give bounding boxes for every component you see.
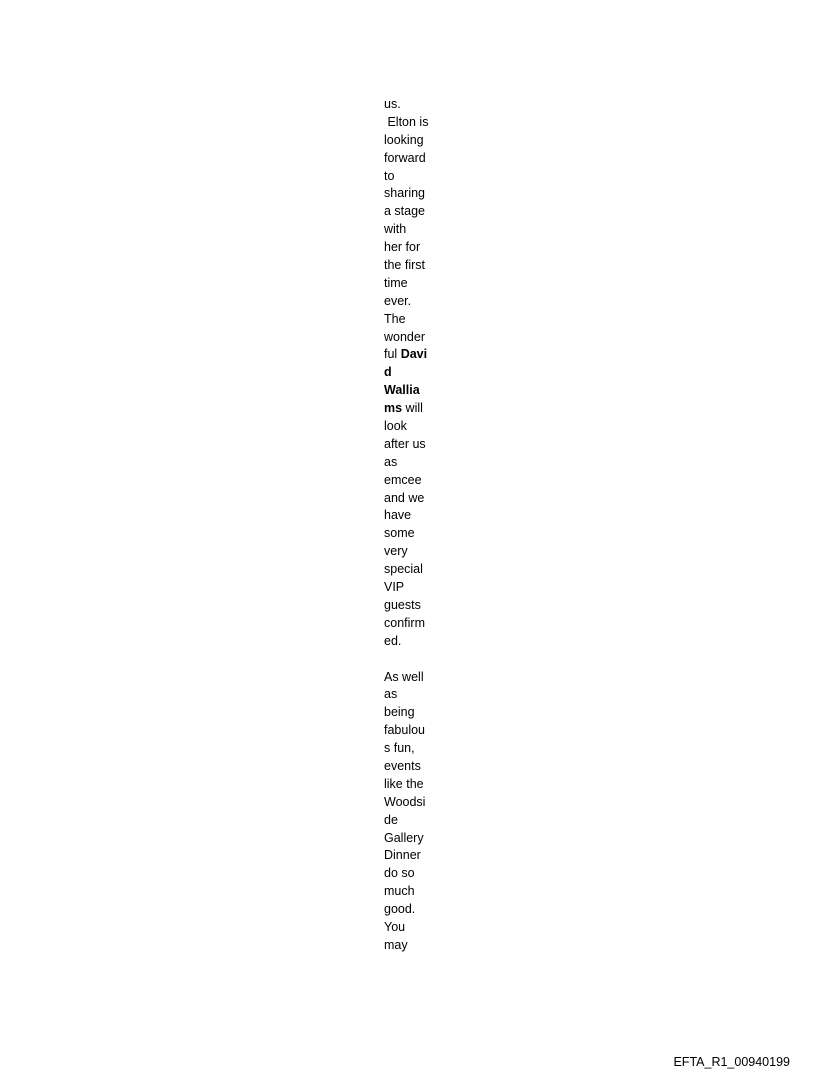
text-segment: may: [384, 937, 408, 952]
text-line: [384, 382, 440, 400]
text-segment: time: [384, 275, 408, 290]
text-line: [384, 346, 440, 364]
text-line: [384, 132, 440, 150]
text-line: [384, 669, 440, 687]
text-line: [384, 919, 440, 937]
text-segment: As well: [384, 669, 424, 684]
text-line: [384, 490, 440, 508]
text-segment: The: [384, 311, 406, 326]
text-segment: after us: [384, 436, 426, 451]
text-line: [384, 543, 440, 561]
text-line: [384, 364, 440, 382]
text-line: [384, 311, 440, 329]
text-segment: wonder: [384, 329, 425, 344]
text-line: [384, 865, 440, 883]
text-line: [384, 293, 440, 311]
text-segment: forward: [384, 150, 426, 165]
text-segment: ever.: [384, 293, 412, 308]
text-segment: some: [384, 526, 415, 541]
text-segment: de: [384, 812, 398, 827]
text-line: [384, 257, 440, 275]
text-segment: events: [384, 758, 421, 773]
text-line: [384, 776, 440, 794]
text-line: [384, 812, 440, 830]
text-segment: fabulou: [384, 723, 426, 738]
text-segment: emcee: [384, 472, 422, 487]
text-line: [384, 418, 440, 436]
text-line: [384, 794, 440, 812]
bold-text-segment: Davi: [400, 347, 428, 362]
text-segment: as: [384, 687, 398, 702]
paragraph: [384, 96, 440, 651]
text-line: [384, 203, 440, 221]
text-segment: very: [384, 544, 408, 559]
text-segment: look: [384, 419, 407, 434]
text-line: [384, 221, 440, 239]
text-line: [384, 150, 440, 168]
text-segment: will: [402, 401, 423, 416]
bold-text-segment: Wallia: [384, 383, 420, 398]
text-line: [384, 168, 440, 186]
text-segment: ed.: [384, 633, 402, 648]
text-line: [384, 239, 440, 257]
text-line: [384, 436, 440, 454]
text-line: [384, 722, 440, 740]
text-segment: have: [384, 508, 412, 523]
text-line: [384, 114, 440, 132]
text-segment: You: [384, 919, 406, 934]
text-line: [384, 901, 440, 919]
text-line: [384, 615, 440, 633]
text-line: [384, 686, 440, 704]
text-segment: special: [384, 562, 423, 577]
text-line: [384, 830, 440, 848]
text-segment: sharing: [384, 186, 425, 201]
text-segment: Woodsi: [384, 794, 426, 809]
text-segment: do so: [384, 866, 415, 881]
text-segment: Gallery: [384, 830, 424, 845]
text-segment: good.: [384, 902, 416, 917]
document-id-stamp: EFTA_R1_00940199: [673, 1055, 790, 1069]
text-line: [384, 472, 440, 490]
text-segment: as: [384, 454, 398, 469]
text-segment: Elton is: [384, 114, 429, 129]
text-line: [384, 507, 440, 525]
text-segment: much: [384, 884, 415, 899]
text-line: [384, 633, 440, 651]
text-segment: like the: [384, 776, 424, 791]
text-line: [384, 400, 440, 418]
text-line: [384, 185, 440, 203]
text-line: [384, 740, 440, 758]
bold-text-segment: ms: [384, 401, 403, 416]
text-segment: looking: [384, 132, 424, 147]
paragraph: [384, 669, 440, 955]
text-line: [384, 579, 440, 597]
text-segment: guests: [384, 597, 421, 612]
document-body-text: [384, 96, 440, 955]
text-line: [384, 758, 440, 776]
text-line: [384, 561, 440, 579]
text-line: [384, 525, 440, 543]
text-line: [384, 454, 440, 472]
text-line: [384, 937, 440, 955]
text-segment: and we: [384, 490, 425, 505]
text-segment: ful: [384, 347, 401, 362]
text-line: [384, 329, 440, 347]
text-segment: s fun,: [384, 741, 415, 756]
text-line: [384, 96, 440, 114]
text-line: [384, 704, 440, 722]
paragraph-gap: [384, 651, 440, 669]
text-segment: to: [384, 168, 395, 183]
text-line: [384, 597, 440, 615]
text-segment: Dinner: [384, 848, 421, 863]
text-segment: being: [384, 705, 415, 720]
text-line: [384, 847, 440, 865]
bold-text-segment: d: [384, 365, 392, 380]
text-line: [384, 275, 440, 293]
text-segment: a stage: [384, 204, 426, 219]
text-segment: the first: [384, 258, 425, 273]
text-segment: with: [384, 222, 407, 237]
text-segment: confirm: [384, 615, 425, 630]
text-segment: VIP: [384, 580, 405, 595]
text-segment: her for: [384, 240, 421, 255]
text-line: [384, 883, 440, 901]
text-segment: us.: [384, 97, 401, 111]
